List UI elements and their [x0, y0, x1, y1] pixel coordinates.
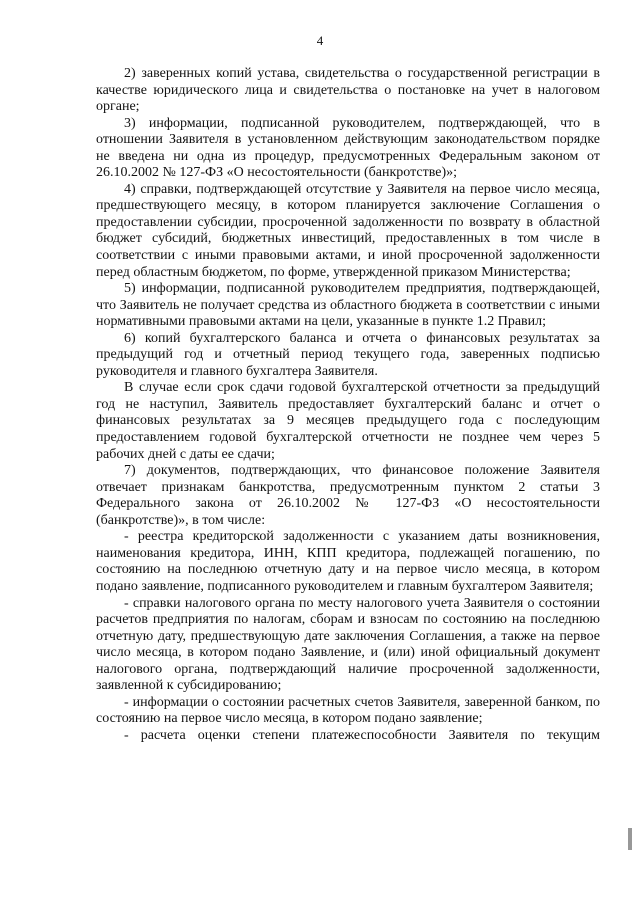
paragraph-item-6: 6) копий бухгалтерского баланса и отчета о финансовых результатах за предыдущий год и отчетный период текущего года, заверенных подписью руководителя и главного бухгалтера Заявителя.: [96, 330, 600, 379]
list-item-bank-accounts: - информации о состоянии расчетных счетов Заявителя, заверенной банком, по состоянию на первое число месяца, в котором подано заявление;: [96, 694, 600, 727]
paragraph-reporting-deadline: В случае если срок сдачи годовой бухгалтерской отчетности за предыдущий год не наступил, Заявитель предоставляет бухгалтерский баланс и отчет о финансовых результатах за 9 месяцев предыдущего года с последующим предоставлением годовой бухгалтерской отчетности не позднее чем через 5 рабочих дней с даты ее сдачи;: [96, 380, 600, 462]
paragraph-item-5: 5) информации, подписанной руководителем предприятия, подтверждающей, что Заявитель не получает средства из областного бюджета в соответствии с иными нормативными правовыми актами на цели, указанные в пункте 1.2 Правил;: [96, 281, 600, 330]
paragraph-item-2: 2) заверенных копий устава, свидетельства о государственной регистрации в качестве юридического лица и свидетельства о постановке на учет в налоговом органе;: [96, 66, 600, 115]
paragraph-item-4: 4) справки, подтверждающей отсутствие у Заявителя на первое число месяца, предшествующего месяцу, в котором планируется заключение Соглашения о предоставлении субсидии, просроченной задолженности по возврату в областной бюджет субсидий, бюджетных инвестиций, предоставленных в том числе в соответствии с иными правовыми актами, и иной просроченной задолженности перед областным бюджетом, по форме, утвержденной приказом Министерства;: [96, 181, 600, 280]
paragraph-item-3: 3) информации, подписанной руководителем, подтверждающей, что в отношении Заявителя в установленном действующим законодательством порядке не введена ни одна из процедур, предусмотренных Федеральным законом от 26.10.2002 № 127-ФЗ «О несостоятельности (банкротстве)»;: [96, 115, 600, 181]
scan-edge-mark: [628, 828, 632, 850]
list-item-creditor-registry: - реестра кредиторской задолженности с указанием даты возникновения, наименования кредитора, ИНН, КПП кредитора, подлежащей погашению, по состоянию на последнюю отчетную дату и на первое число месяца, в котором подано заявление, подписанного руководителем и главным бухгалтером Заявителя;: [96, 529, 600, 594]
paragraph-item-7: 7) документов, подтверждающих, что финансовое положение Заявителя отвечает признакам банкротства, предусмотренным пунктом 2 статьи 3 Федерального закона от 26.10.2002 № 127-ФЗ «О несостоятельности (банкротстве)», в том числе:: [96, 463, 600, 528]
document-body: [96, 66, 600, 744]
page-number: 4: [316, 33, 324, 48]
list-item-tax-certificate: - справки налогового органа по месту налогового учета Заявителя о состоянии расчетов предприятия по налогам, сборам и взносам по состоянию на последнюю отчетную дату, предшествующую дате заключения Соглашения, а также на первое число месяца, в котором подано Заявление, и (или) иной официальный документ налогового органа, подтверждающий наличие просроченной задолженности, заявленной к субсидированию;: [96, 595, 600, 694]
list-item-solvency-calculation: - расчета оценки степени платежеспособности Заявителя по текущим: [124, 727, 600, 743]
